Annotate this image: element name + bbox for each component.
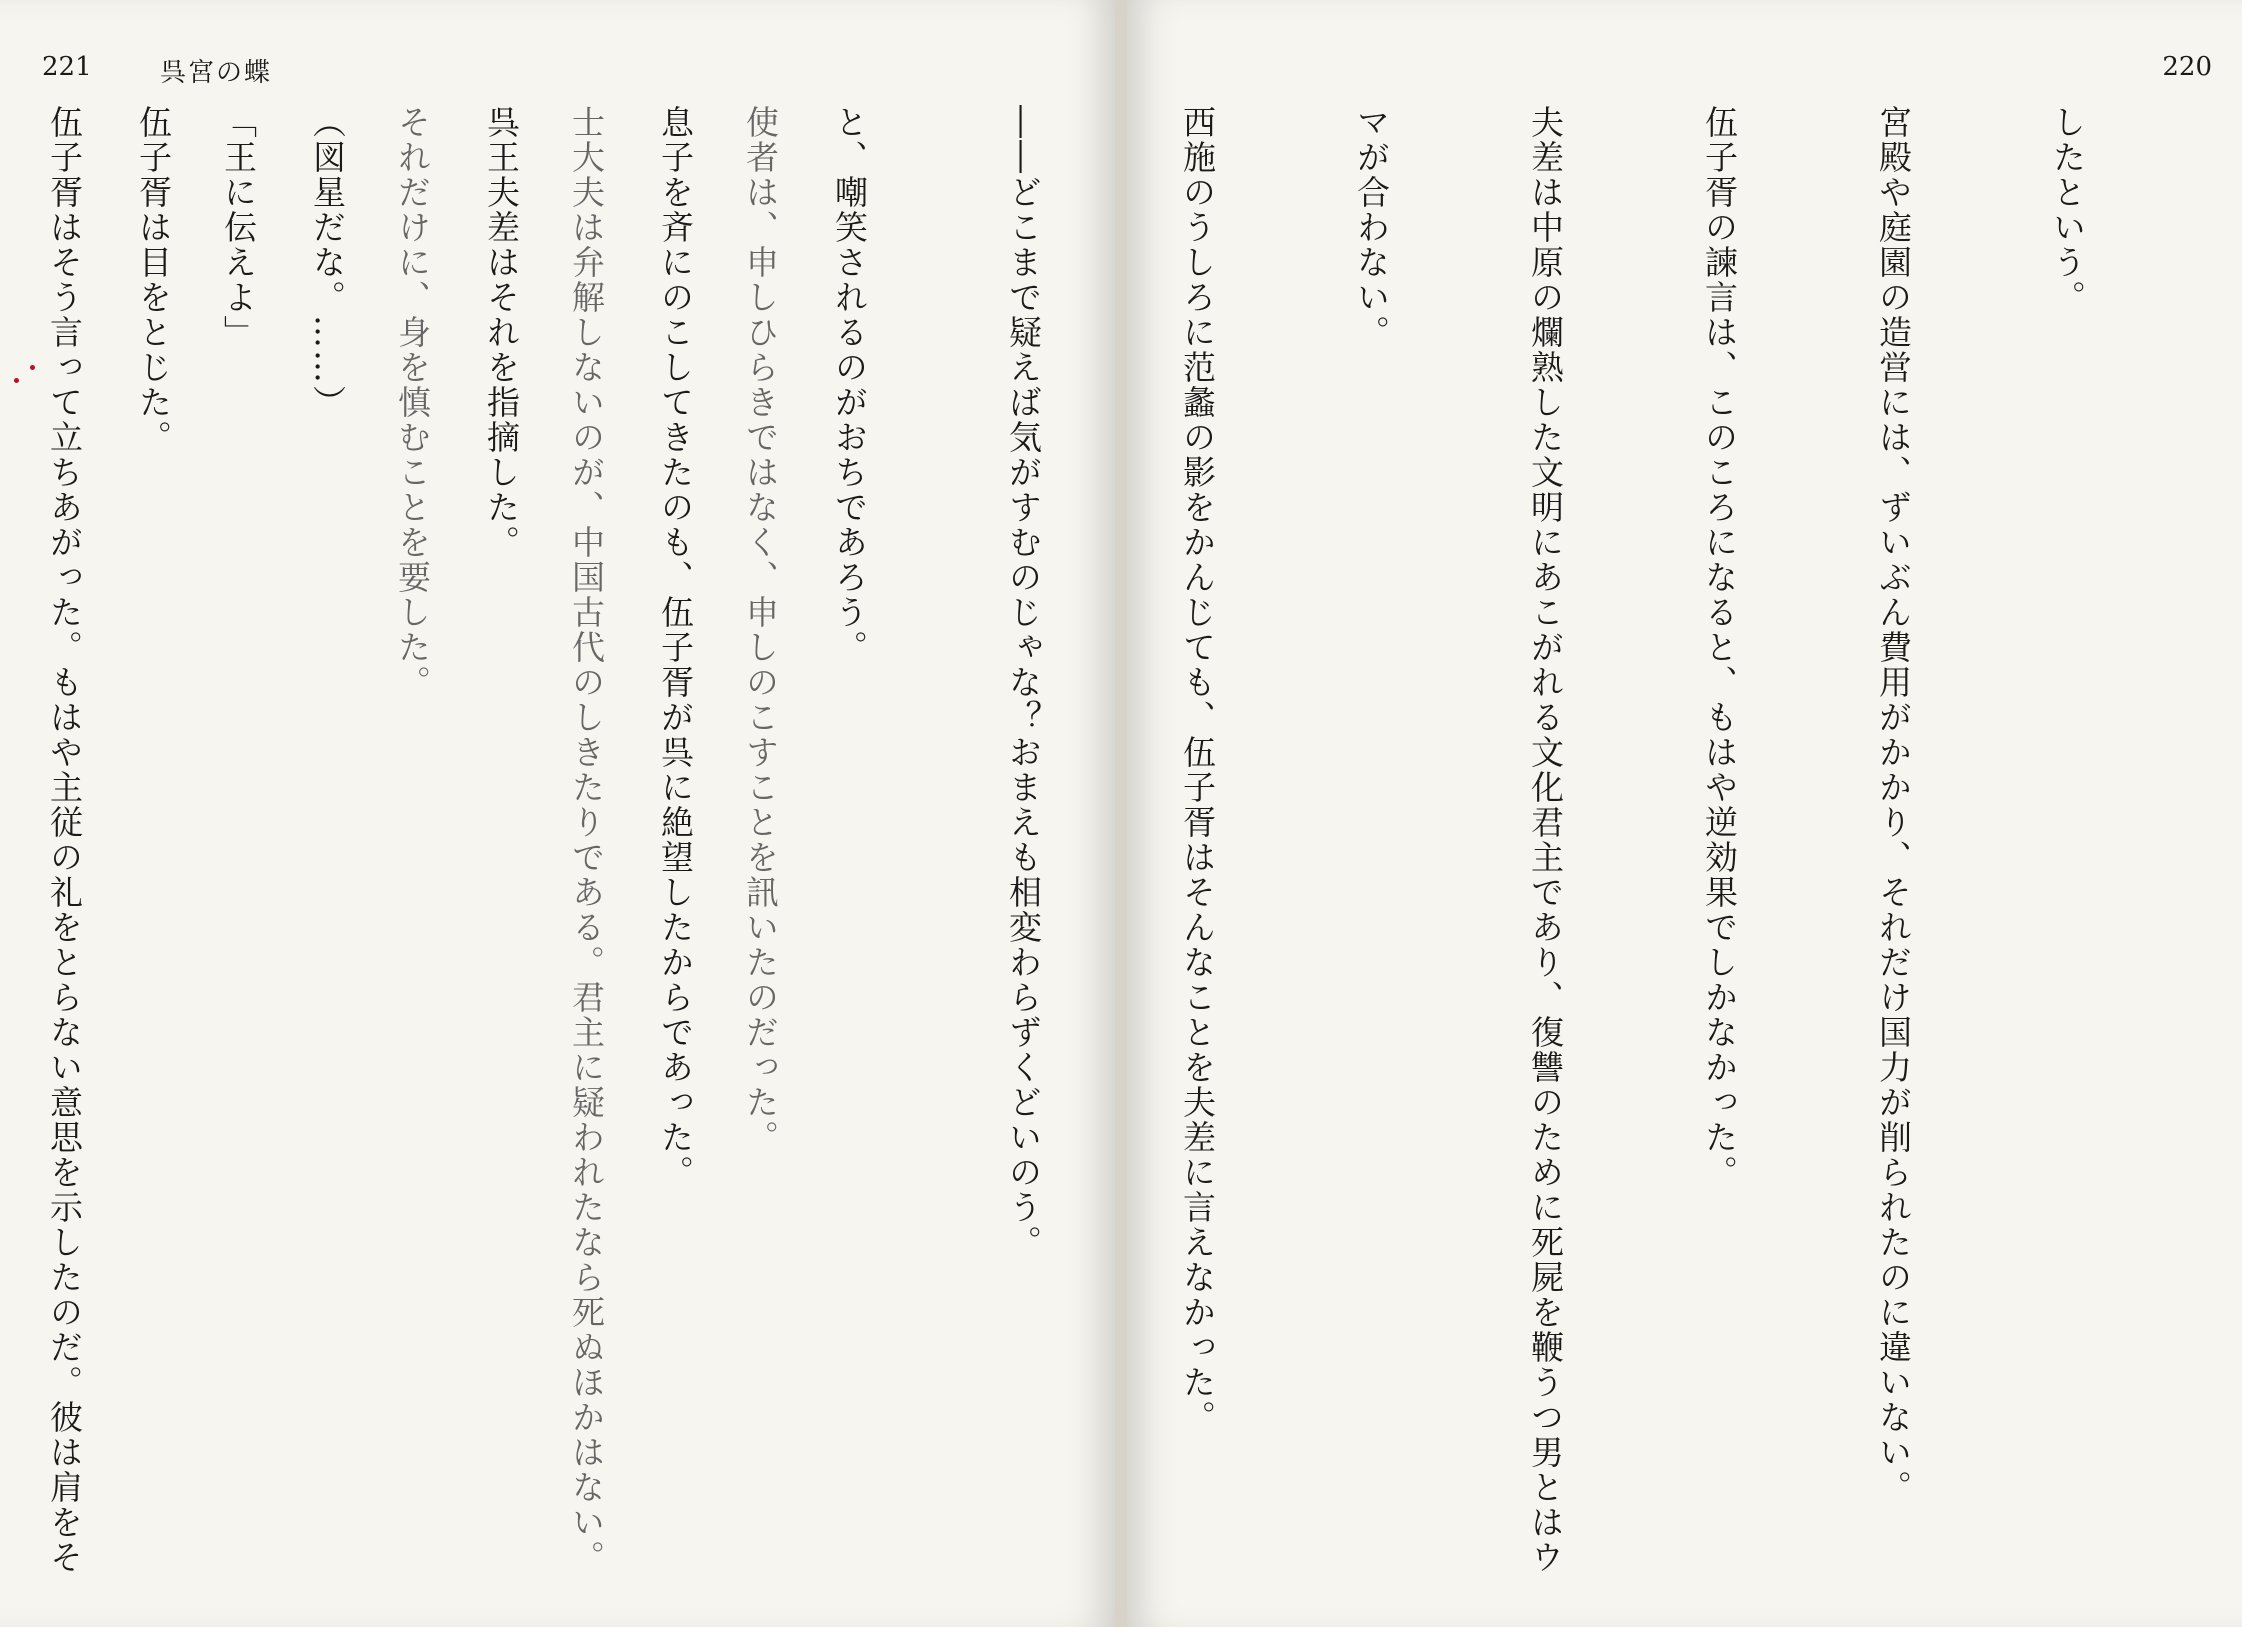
text-line: それだけに、身を慎むことを要した。 xyxy=(393,105,432,700)
page-number-left: 221 xyxy=(42,52,92,82)
text-line: 宮殿や庭園の造営には、ずいぶん費用がかかり、それだけ国力が削られたのに違いない。 xyxy=(1874,105,1913,1505)
text-line: したという。 xyxy=(2048,105,2087,315)
text-line: ――どこまで疑えば気がすむのじゃな？おまえも相変わらずくどいのう。 xyxy=(1004,105,1043,1260)
text-line: 士大夫は弁解しないのが、中国古代のしきたりである。君主に疑われたなら死ぬほかはない。 xyxy=(567,105,606,1575)
text-line: マが合わない。 xyxy=(1352,105,1391,350)
text-line: （図星だな。……） xyxy=(308,105,347,420)
page-number-right: 220 xyxy=(2162,52,2212,82)
right-page-text xyxy=(0,105,2212,1585)
text-line: 使者は、申しひらきではなく、申しのこすことを訊いたのだった。 xyxy=(741,105,780,1155)
text-line xyxy=(0,105,8,1585)
text-line: 息子を斉にのこしてきたのも、伍子胥が呉に絶望したからであった。 xyxy=(656,105,695,1190)
running-title: 呉宮の蝶 xyxy=(160,58,273,88)
text-line: と、嘲笑されるのがおちであろう。 xyxy=(830,105,869,665)
text-line: 呉王夫差はそれを指摘した。 xyxy=(482,105,521,560)
text-line: 「王に伝えよ」 xyxy=(219,105,258,350)
text-line: 伍子胥は目をとじた。 xyxy=(134,105,173,455)
text-line: 夫差は中原の爛熟した文明にあこがれる文化君主であり、復讐のために死屍を鞭うつ男とはウ xyxy=(1526,105,1565,1575)
text-line: 伍子胥はそう言って立ちあがった。もはや主従の礼をとらない意思を示したのだ。彼は肩をそ xyxy=(45,105,84,1575)
text-line: 西施のうしろに范蠡の影をかんじても、伍子胥はそんなことを夫差に言えなかった。 xyxy=(1178,105,1217,1435)
text-line: 伍子胥の諫言は、このころになると、もはや逆効果でしかなかった。 xyxy=(1700,105,1739,1190)
